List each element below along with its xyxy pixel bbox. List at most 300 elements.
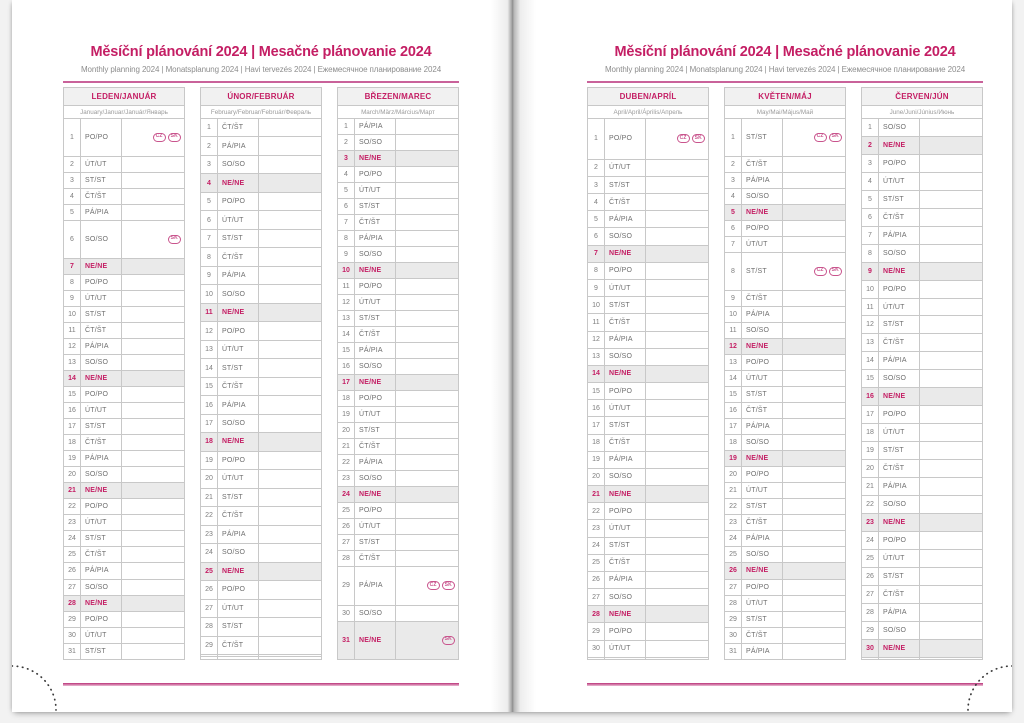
notes-cell xyxy=(783,595,846,611)
holiday-badge-sk: SK xyxy=(442,636,455,645)
day-abbrev: ST/ST xyxy=(742,611,783,627)
day-row xyxy=(64,451,185,467)
day-row xyxy=(862,549,983,567)
right-page xyxy=(512,0,1012,712)
holiday-badge-sk: SK xyxy=(168,133,181,142)
day-number: 21 xyxy=(588,486,605,503)
day-row xyxy=(201,507,322,525)
day-number: 21 xyxy=(725,483,742,499)
day-row xyxy=(862,478,983,496)
notes-cell xyxy=(122,275,185,291)
day-number: 17 xyxy=(862,406,879,424)
notes-cell xyxy=(646,571,709,588)
day-abbrev: NE/NE xyxy=(742,563,783,579)
notes-cell xyxy=(646,365,709,382)
day-row xyxy=(725,221,846,237)
day-abbrev: ČT/ŠT xyxy=(218,119,259,137)
day-abbrev: SO/SO xyxy=(742,323,783,339)
day-number: 29 xyxy=(64,611,81,627)
day-abbrev: ÚT/UT xyxy=(355,407,396,423)
notes-cell xyxy=(646,279,709,296)
notes-cell xyxy=(396,183,459,199)
day-row xyxy=(338,439,459,455)
notes-cell xyxy=(783,189,846,205)
day-row xyxy=(725,339,846,355)
notes-cell xyxy=(122,451,185,467)
day-number: 1 xyxy=(588,119,605,160)
day-abbrev: ČT/ŠT xyxy=(742,291,783,307)
day-abbrev: NE/NE xyxy=(218,433,259,451)
top-rule xyxy=(63,81,459,83)
day-abbrev: SO/SO xyxy=(355,605,396,621)
day-row xyxy=(64,483,185,499)
day-abbrev: NE/NE xyxy=(742,451,783,467)
day-row xyxy=(725,435,846,451)
day-number: 25 xyxy=(201,562,218,580)
day-abbrev: PÁ/PIA xyxy=(879,478,920,496)
notes-cell xyxy=(646,348,709,365)
notes-cell xyxy=(122,157,185,173)
day-number: 15 xyxy=(64,387,81,403)
day-abbrev: PÁ/PIA xyxy=(81,563,122,579)
day-abbrev: ST/ST xyxy=(218,488,259,506)
day-row xyxy=(338,605,459,621)
day-row xyxy=(201,618,322,636)
notes-cell xyxy=(783,157,846,173)
day-row xyxy=(588,486,709,503)
month-table xyxy=(63,87,185,660)
day-row xyxy=(201,544,322,562)
day-row xyxy=(338,471,459,487)
day-abbrev: SO/SO xyxy=(81,221,122,259)
day-number: 25 xyxy=(64,547,81,563)
day-abbrev: ČT/ŠT xyxy=(81,189,122,205)
notes-cell xyxy=(396,503,459,519)
day-row xyxy=(64,563,185,579)
day-number: 9 xyxy=(64,291,81,307)
day-row xyxy=(862,154,983,172)
day-abbrev: PÁ/PIA xyxy=(742,307,783,323)
notes-cell xyxy=(259,525,322,543)
notes-cell xyxy=(646,314,709,331)
day-abbrev: ST/ST xyxy=(605,176,646,193)
day-number: 7 xyxy=(862,226,879,244)
notes-cell xyxy=(259,229,322,247)
day-row xyxy=(64,221,185,259)
day-number: 5 xyxy=(862,190,879,208)
day-row xyxy=(64,643,185,659)
page-title: Měsíční plánování 2024 | Mesačné plánovanie 2024 xyxy=(90,44,432,60)
day-abbrev: ST/ST xyxy=(81,531,122,547)
month-table xyxy=(724,87,846,660)
day-abbrev xyxy=(605,657,646,659)
notes-cell xyxy=(396,605,459,621)
day-row xyxy=(338,407,459,423)
day-abbrev: PÁ/PIA xyxy=(605,211,646,228)
day-number: 1 xyxy=(64,119,81,157)
empty-row xyxy=(201,657,322,660)
day-abbrev: NE/NE xyxy=(742,205,783,221)
day-number: 7 xyxy=(64,259,81,275)
day-number: 3 xyxy=(201,155,218,173)
notes-cell xyxy=(783,173,846,189)
day-number: 5 xyxy=(588,211,605,228)
notes-cell xyxy=(122,547,185,563)
day-row xyxy=(338,311,459,327)
day-number: 16 xyxy=(862,388,879,406)
day-number: 22 xyxy=(725,499,742,515)
day-abbrev: ČT/ŠT xyxy=(218,377,259,395)
notes-cell xyxy=(783,563,846,579)
notes-cell xyxy=(920,585,983,603)
day-number: 4 xyxy=(338,167,355,183)
day-abbrev: ÚT/UT xyxy=(879,549,920,567)
day-number: 22 xyxy=(64,499,81,515)
day-row xyxy=(862,585,983,603)
notes-cell xyxy=(646,211,709,228)
day-number xyxy=(862,657,879,659)
day-abbrev: PÁ/PIA xyxy=(879,352,920,370)
notes-cell xyxy=(259,155,322,173)
day-abbrev: ST/ST xyxy=(879,190,920,208)
day-row xyxy=(338,551,459,567)
notes-cell xyxy=(646,383,709,400)
notes-cell xyxy=(783,387,846,403)
day-row xyxy=(725,253,846,291)
notes-cell xyxy=(396,391,459,407)
day-number: 16 xyxy=(64,403,81,419)
notes-cell xyxy=(646,331,709,348)
day-number: 18 xyxy=(64,435,81,451)
day-abbrev: ÚT/UT xyxy=(355,295,396,311)
day-row xyxy=(201,266,322,284)
day-abbrev: NE/NE xyxy=(879,262,920,280)
notes-cell xyxy=(646,606,709,623)
day-abbrev: PO/PO xyxy=(879,154,920,172)
notes-cell xyxy=(259,599,322,617)
day-abbrev: PO/PO xyxy=(81,275,122,291)
notes-cell xyxy=(646,503,709,520)
notes-cell xyxy=(646,451,709,468)
day-row xyxy=(64,435,185,451)
bottom-rule xyxy=(587,683,983,686)
day-row xyxy=(725,205,846,221)
day-row xyxy=(725,627,846,643)
notes-cell xyxy=(396,359,459,375)
day-abbrev: ST/ST xyxy=(742,253,783,291)
notes-cell xyxy=(259,581,322,599)
day-abbrev: ST/ST xyxy=(879,442,920,460)
day-number: 10 xyxy=(862,280,879,298)
day-abbrev: SO/SO xyxy=(742,547,783,563)
day-abbrev: ČT/ŠT xyxy=(879,334,920,352)
day-abbrev: SO/SO xyxy=(355,135,396,151)
day-number: 30 xyxy=(588,640,605,657)
holiday-badge-sk: SK xyxy=(829,267,842,276)
notes-cell xyxy=(783,119,846,157)
day-number: 26 xyxy=(862,567,879,585)
day-row xyxy=(588,119,709,160)
notes-cell xyxy=(920,388,983,406)
day-abbrev: NE/NE xyxy=(218,303,259,321)
notes-cell xyxy=(783,291,846,307)
notes-cell xyxy=(920,208,983,226)
day-abbrev: PO/PO xyxy=(218,451,259,469)
day-abbrev: ÚT/UT xyxy=(81,403,122,419)
day-abbrev: PÁ/PIA xyxy=(742,531,783,547)
day-abbrev: PO/PO xyxy=(81,387,122,403)
month-table xyxy=(587,87,709,660)
day-abbrev: ÚT/UT xyxy=(81,157,122,173)
day-row xyxy=(201,488,322,506)
notes-cell xyxy=(783,205,846,221)
notes-cell xyxy=(920,280,983,298)
day-number: 19 xyxy=(862,442,879,460)
day-row xyxy=(338,279,459,295)
day-abbrev: ČT/ŠT xyxy=(81,547,122,563)
day-row xyxy=(64,205,185,221)
day-number: 20 xyxy=(588,468,605,485)
day-row xyxy=(201,155,322,173)
day-row xyxy=(588,554,709,571)
day-number: 3 xyxy=(725,173,742,189)
day-abbrev: SO/SO xyxy=(355,247,396,263)
day-abbrev: SO/SO xyxy=(742,435,783,451)
day-abbrev: PO/PO xyxy=(81,499,122,515)
day-abbrev: ČT/ŠT xyxy=(355,551,396,567)
day-number: 2 xyxy=(338,135,355,151)
day-number: 21 xyxy=(201,488,218,506)
day-row xyxy=(338,231,459,247)
day-row xyxy=(588,468,709,485)
day-row xyxy=(338,263,459,279)
notes-cell xyxy=(122,483,185,499)
day-number: 22 xyxy=(338,455,355,471)
notes-cell xyxy=(122,387,185,403)
page-subtitle: Monthly planning 2024 | Monatsplanung 2024 | Havi tervezés 2024 | Ежемесячное планирование 2024 xyxy=(80,65,442,74)
day-number: 26 xyxy=(338,519,355,535)
notes-cell xyxy=(122,419,185,435)
notes-cell xyxy=(122,595,185,611)
day-row xyxy=(64,499,185,515)
months-row xyxy=(63,87,459,660)
notes-cell xyxy=(783,237,846,253)
day-abbrev: ST/ST xyxy=(81,173,122,189)
day-row xyxy=(338,487,459,503)
month-name: KVĚTEN/MÁJ xyxy=(725,88,846,106)
day-number: 23 xyxy=(201,525,218,543)
day-abbrev: PO/PO xyxy=(742,579,783,595)
day-number: 1 xyxy=(338,119,355,135)
day-row xyxy=(862,298,983,316)
day-abbrev: PÁ/PIA xyxy=(218,266,259,284)
day-number: 11 xyxy=(201,303,218,321)
day-abbrev: PÁ/PIA xyxy=(218,525,259,543)
day-row xyxy=(201,174,322,192)
day-row xyxy=(725,355,846,371)
day-number: 24 xyxy=(588,537,605,554)
month-translations: May/Mai/Május/Май xyxy=(725,106,846,119)
day-abbrev: ČT/ŠT xyxy=(879,208,920,226)
day-number: 28 xyxy=(725,595,742,611)
day-number: 27 xyxy=(338,535,355,551)
day-row xyxy=(588,434,709,451)
day-abbrev: SO/SO xyxy=(218,544,259,562)
day-row xyxy=(201,119,322,137)
day-number: 26 xyxy=(725,563,742,579)
day-abbrev: ST/ST xyxy=(218,359,259,377)
day-number: 28 xyxy=(588,606,605,623)
day-abbrev: ÚT/UT xyxy=(218,470,259,488)
day-number: 12 xyxy=(201,322,218,340)
month-january xyxy=(63,87,185,660)
day-abbrev: ČT/ŠT xyxy=(355,327,396,343)
day-abbrev: SO/SO xyxy=(879,244,920,262)
day-abbrev: ÚT/UT xyxy=(605,400,646,417)
notes-cell xyxy=(646,486,709,503)
day-row xyxy=(725,499,846,515)
day-number: 1 xyxy=(862,119,879,137)
day-number: 23 xyxy=(64,515,81,531)
day-number: 10 xyxy=(725,307,742,323)
day-number: 4 xyxy=(201,174,218,192)
day-number: 7 xyxy=(338,215,355,231)
day-row xyxy=(64,173,185,189)
notes-cell xyxy=(122,173,185,189)
day-abbrev: ČT/ŠT xyxy=(742,515,783,531)
day-abbrev: ST/ST xyxy=(81,419,122,435)
day-abbrev: ÚT/UT xyxy=(81,291,122,307)
notes-cell xyxy=(920,370,983,388)
day-abbrev: PO/PO xyxy=(879,531,920,549)
day-number: 11 xyxy=(338,279,355,295)
notes-cell xyxy=(783,371,846,387)
day-number: 31 xyxy=(64,643,81,659)
notes-cell xyxy=(396,199,459,215)
day-number: 6 xyxy=(201,211,218,229)
day-number: 15 xyxy=(725,387,742,403)
day-number: 14 xyxy=(338,327,355,343)
day-number: 26 xyxy=(64,563,81,579)
day-row xyxy=(588,314,709,331)
notes-cell xyxy=(396,135,459,151)
day-row xyxy=(862,621,983,639)
day-number: 27 xyxy=(725,579,742,595)
day-number: 5 xyxy=(338,183,355,199)
day-number: 24 xyxy=(64,531,81,547)
day-row xyxy=(201,359,322,377)
notes-cell xyxy=(646,400,709,417)
notes-cell xyxy=(646,589,709,606)
day-number: 2 xyxy=(862,136,879,154)
day-abbrev: SO/SO xyxy=(355,359,396,375)
day-number: 31 xyxy=(725,643,742,659)
day-number: 18 xyxy=(725,435,742,451)
day-number: 8 xyxy=(588,262,605,279)
day-row xyxy=(338,343,459,359)
day-number: 14 xyxy=(201,359,218,377)
day-number: 14 xyxy=(64,371,81,387)
day-row xyxy=(862,531,983,549)
notes-cell xyxy=(920,262,983,280)
day-abbrev: PO/PO xyxy=(742,355,783,371)
day-abbrev: ST/ST xyxy=(355,423,396,439)
day-abbrev: SO/SO xyxy=(742,189,783,205)
notes-cell xyxy=(396,231,459,247)
day-row xyxy=(201,562,322,580)
day-abbrev: PO/PO xyxy=(355,279,396,295)
notes-cell xyxy=(783,451,846,467)
day-number: 11 xyxy=(725,323,742,339)
day-abbrev: ČT/ŠT xyxy=(605,554,646,571)
day-row xyxy=(201,285,322,303)
day-row xyxy=(725,323,846,339)
day-abbrev: ČT/ŠT xyxy=(742,403,783,419)
day-row xyxy=(725,157,846,173)
day-row xyxy=(862,460,983,478)
day-number: 30 xyxy=(338,605,355,621)
day-row xyxy=(725,451,846,467)
day-row xyxy=(64,323,185,339)
day-abbrev: ČT/ŠT xyxy=(605,314,646,331)
day-abbrev: ST/ST xyxy=(218,229,259,247)
day-abbrev: SO/SO xyxy=(81,467,122,483)
notes-cell xyxy=(122,291,185,307)
day-row xyxy=(588,606,709,623)
day-abbrev: ÚT/UT xyxy=(879,172,920,190)
day-abbrev: PO/PO xyxy=(879,406,920,424)
day-abbrev: NE/NE xyxy=(605,365,646,382)
day-abbrev: ST/ST xyxy=(218,618,259,636)
day-abbrev: NE/NE xyxy=(879,639,920,657)
notes-cell xyxy=(259,340,322,358)
day-number: 19 xyxy=(338,407,355,423)
notes-cell xyxy=(920,621,983,639)
day-row xyxy=(725,595,846,611)
day-abbrev: PO/PO xyxy=(218,322,259,340)
day-abbrev: ČT/ŠT xyxy=(879,460,920,478)
day-number: 28 xyxy=(338,551,355,567)
notes-cell xyxy=(259,507,322,525)
notes-cell xyxy=(259,451,322,469)
day-row xyxy=(201,322,322,340)
day-number: 16 xyxy=(725,403,742,419)
notes-cell xyxy=(783,403,846,419)
day-row xyxy=(588,176,709,193)
day-row xyxy=(862,639,983,657)
notes-cell xyxy=(646,297,709,314)
planner-spread xyxy=(12,0,1012,712)
day-number: 15 xyxy=(862,370,879,388)
day-number: 9 xyxy=(725,291,742,307)
day-number: 2 xyxy=(64,157,81,173)
day-number: 15 xyxy=(201,377,218,395)
day-abbrev: SO/SO xyxy=(81,355,122,371)
day-number: 20 xyxy=(201,470,218,488)
day-number xyxy=(588,657,605,659)
perforation-arc-left xyxy=(12,664,60,712)
day-abbrev: ČT/ŠT xyxy=(742,627,783,643)
day-row xyxy=(338,135,459,151)
day-abbrev: ÚT/UT xyxy=(879,298,920,316)
day-abbrev: PO/PO xyxy=(81,611,122,627)
notes-cell xyxy=(646,262,709,279)
day-number: 17 xyxy=(588,417,605,434)
day-number: 28 xyxy=(862,603,879,621)
day-abbrev: ÚT/UT xyxy=(605,159,646,176)
notes-cell xyxy=(646,245,709,262)
day-row xyxy=(725,119,846,157)
